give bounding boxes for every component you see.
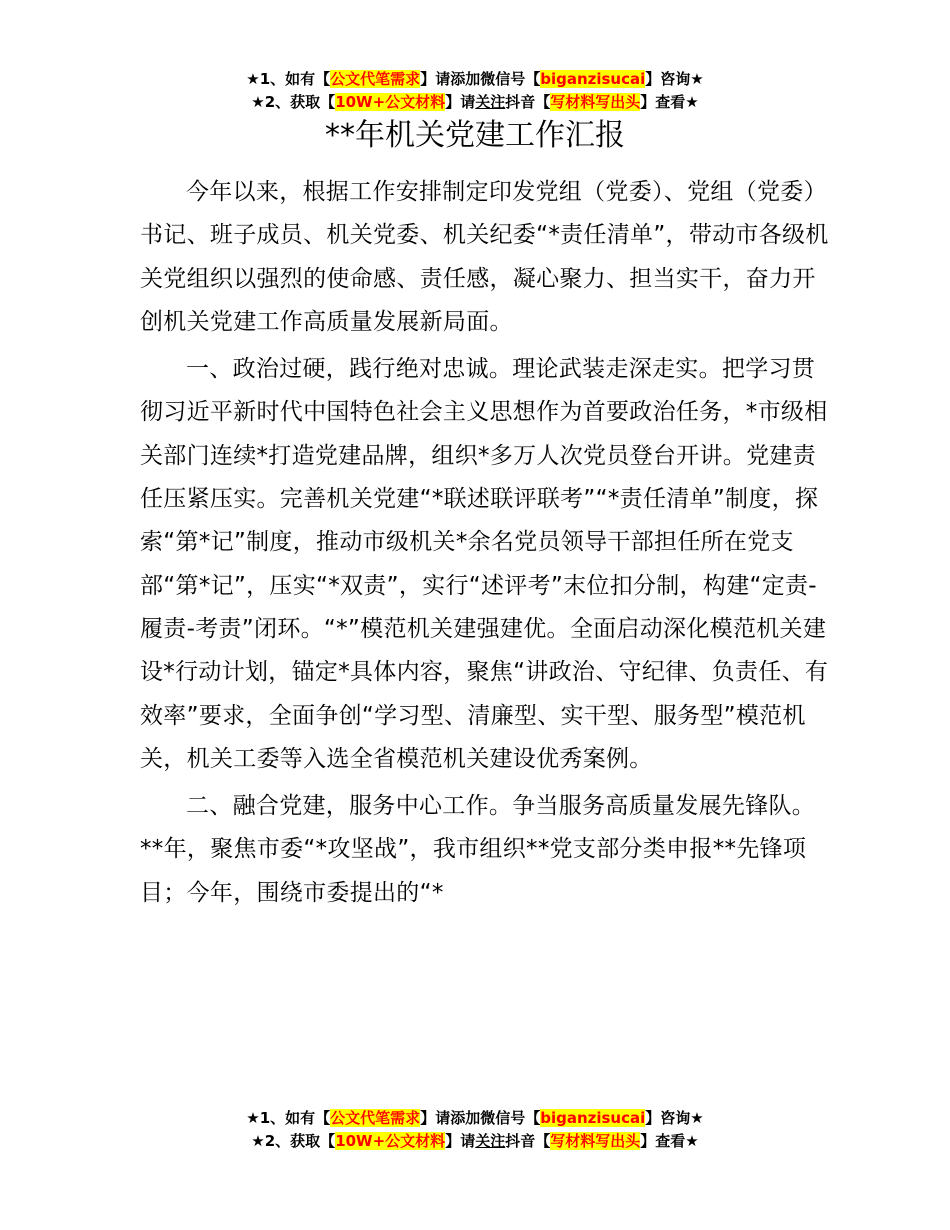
paragraph-section-2: 二、融合党建，服务中心工作。争当服务高质量发展先锋队。**年，聚焦市委“*攻坚战”，我市组织**党支部分类申报**先锋项目；今年，围绕市委提出的“* [140,793,816,906]
banner-text: 】咨询★ [645,1109,704,1127]
banner-line-2 [0,1130,950,1153]
underlined-follow: 关注 [475,93,506,111]
banner-text: 】请添加微信号【 [420,1109,541,1127]
banner-line-2 [0,91,950,114]
highlight-douyin-account: 写材料写出头 [550,93,641,111]
banner-text: 】咨询★ [645,70,704,88]
underlined-follow: 关注 [475,1132,506,1150]
banner-text: ★2、获取【 [251,93,336,111]
banner-text: 】查看★ [640,93,699,111]
highlight-wechat-id: biganzisucai [540,1109,646,1127]
promo-banner-top [0,68,950,114]
document-body [140,171,830,919]
highlight-wechat-id: biganzisucai [540,70,646,88]
highlight-materials: 10W+公文材料 [335,1132,446,1150]
highlight-ghostwriting: 公文代笔需求 [330,70,421,88]
banner-text: 】请添加微信号【 [420,70,541,88]
banner-text: 】请 [445,93,476,111]
banner-text: 抖音【 [505,1132,551,1150]
banner-text: ★2、获取【 [251,1132,336,1150]
banner-text: ★1、如有【 [246,1109,331,1127]
banner-line-1 [0,1107,950,1130]
paragraph-intro: 今年以来，根据工作安排制定印发党组（党委）、党组（党委）书记、班子成员、机关党委、机关纪委“*责任清单”，带动市各级机关党组织以强烈的使命感、责任感，凝心聚力、担当实干，奋力开创机关党建工作高质量发展新局面。 [140,179,829,335]
promo-banner-bottom [0,1107,950,1153]
banner-text: 】请 [445,1132,476,1150]
banner-line-1 [0,68,950,91]
highlight-materials: 10W+公文材料 [335,93,446,111]
highlight-douyin-account: 写材料写出头 [550,1132,641,1150]
paragraph-section-1: 一、政治过硬，践行绝对忠诚。理论武装走深走实。把学习贯彻习近平新时代中国特色社会主义思想作为首要政治任务，*市级相关部门连续*打造党建品牌，组织*多万人次党员登台开讲。党建责任压紧压实。完善机关党建“*联述联评联考”“*责任清单”制度，探索“第*记”制度，推动市级机关*余名党员领导干部担任所在党支部“第*记”，压实“*双责”，实行“述评考”末位扣分制，构建“定责-履责-考责”闭环。“*”模范机关建强建优。全面启动深化模范机关建设*行动计划，锚定*具体内容，聚焦“讲政治、守纪律、负责任、有效率”要求，全面争创“学习型、清廉型、实干型、服务型”模范机关，机关工委等入选全省模范机关建设优秀案例。 [140,356,829,772]
document-title: **年机关党建工作汇报 [325,118,625,153]
banner-text: 】查看★ [640,1132,699,1150]
highlight-ghostwriting: 公文代笔需求 [330,1109,421,1127]
banner-text: 抖音【 [505,93,551,111]
banner-text: ★1、如有【 [246,70,331,88]
